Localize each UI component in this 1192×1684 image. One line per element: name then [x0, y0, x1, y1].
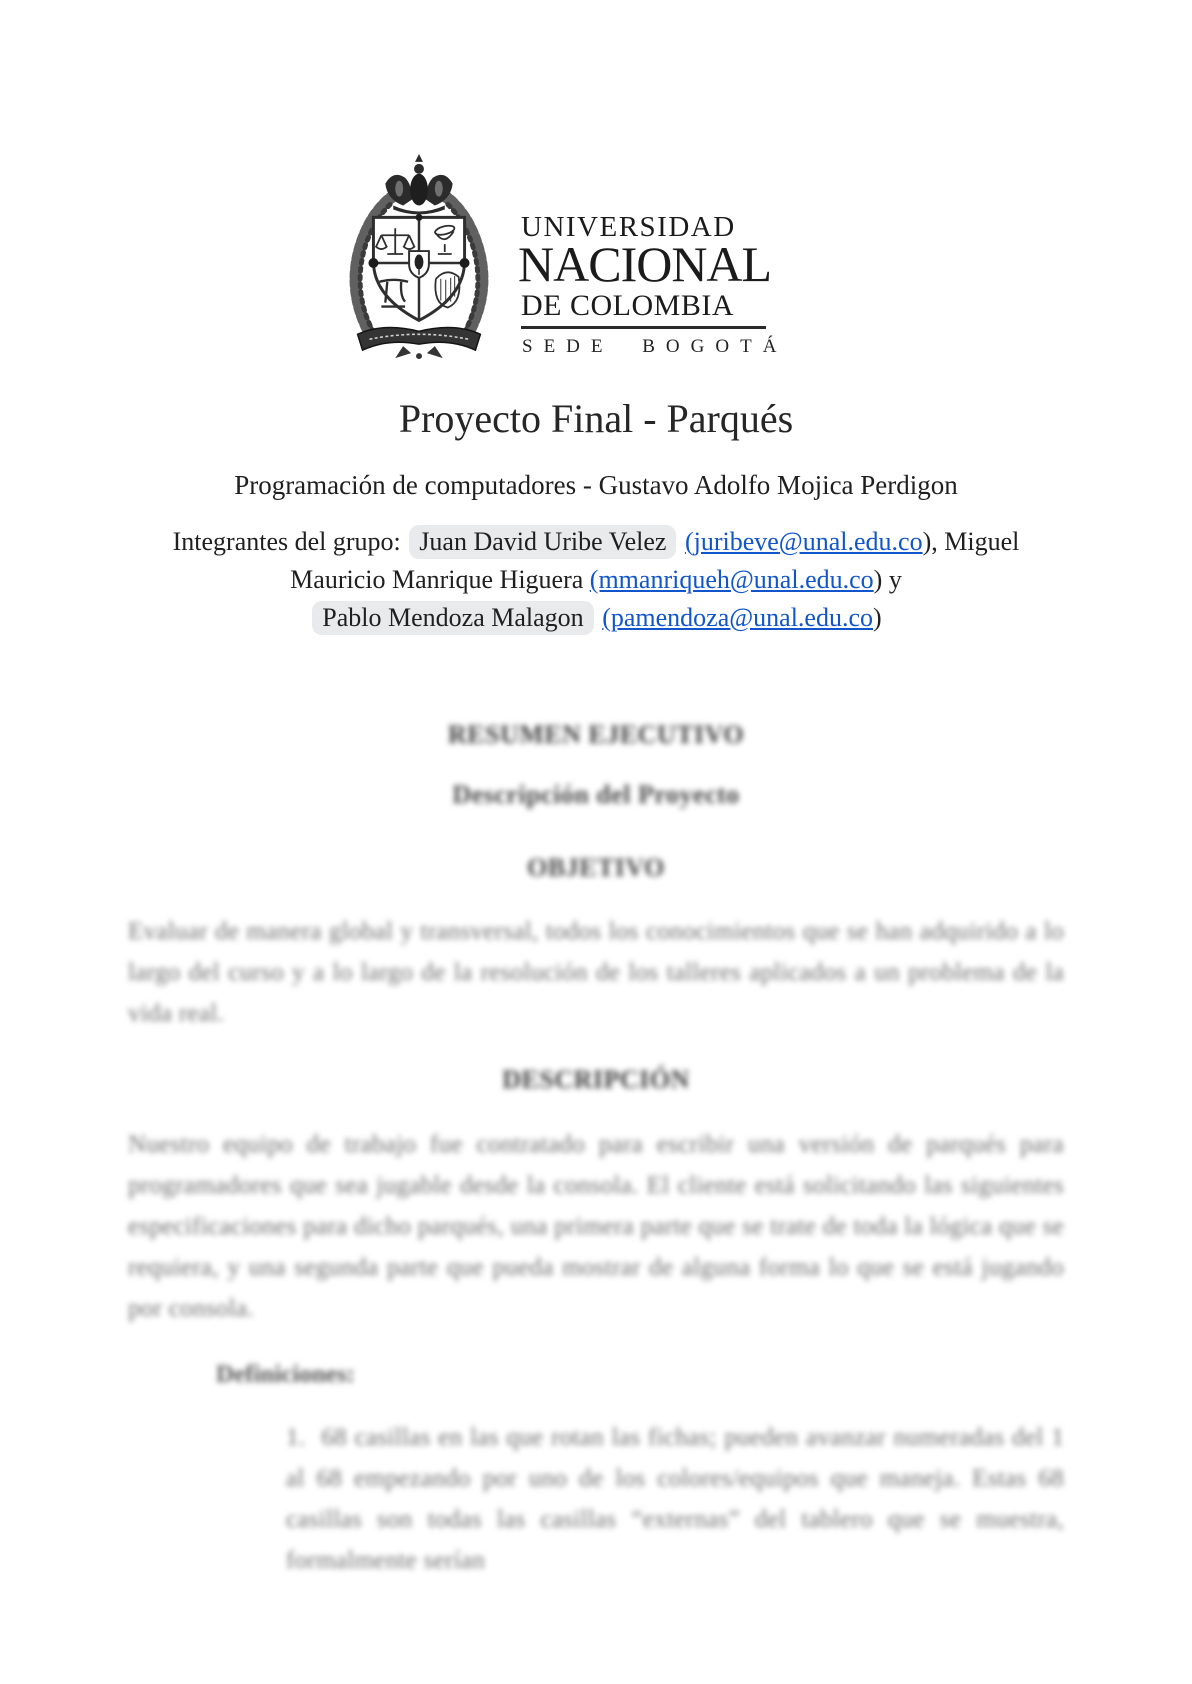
- center-crest: [409, 251, 429, 278]
- member-chip-3: Pablo Mendoza Malagon: [312, 601, 593, 635]
- heading-objetivo: OBJETIVO: [527, 853, 665, 882]
- page-title: Proyecto Final - Parqués: [398, 396, 794, 441]
- heading-descripcion: DESCRIPCIÓN: [502, 1065, 690, 1094]
- members-intro: Integrantes del grupo:: [172, 527, 401, 556]
- heading-resumen-ejecutivo: RESUMEN EJECUTIVO: [447, 720, 745, 749]
- wordmark-universidad: UNIVERSIDAD: [521, 211, 736, 243]
- member-chip-1: Juan David Uribe Velez: [409, 525, 676, 559]
- email-link-1[interactable]: (juribeve@unal.edu.co: [684, 527, 923, 556]
- members-sep-3: ): [873, 603, 882, 632]
- unal-emblem: [333, 152, 505, 365]
- members-sep-2: ) y: [873, 565, 902, 594]
- wordmark-de-colombia: DE COLOMBIA: [521, 289, 734, 322]
- description-paragraph: Nuestro equipo de trabajo fue contratado para escribir una versión de parqués para programadores que sea jugable desde la consola. El cliente está solicitando las siguientes especificaciones para dicho parqués, una primera parte que se trate de toda la lógica que se requiera, y una segunda parte que pueda mostrar de alguna forma lo que se está jugando por consola.: [128, 1131, 1064, 1322]
- page-subtitle: Programación de computadores - Gustavo Adolfo Mojica Perdigon: [234, 470, 958, 500]
- list-item-text: 68 casillas en las que rotan las fichas; pueden avanzar numeradas del 1 al 68 empezando por uno de los colores/equipos que maneja. Estas 68 casillas son todas las casillas “externas” del tablero que se muestra, formalmente serían: [286, 1424, 1064, 1574]
- condor-crest: [385, 154, 452, 214]
- members-sep-1: ), Miguel: [922, 527, 1020, 556]
- blurred-executive-summary: [0, 715, 1192, 1581]
- heading-descripcion-del-proyecto: Descripción del Proyecto: [452, 780, 740, 809]
- wordmark-divider: [521, 326, 766, 329]
- list-item-number: 1.: [286, 1424, 306, 1451]
- members-paragraph: [126, 523, 1066, 637]
- motto-ribbon: [358, 327, 481, 359]
- wordmark-sede-bogota: SEDE BOGOTÁ: [522, 336, 788, 357]
- definition-list-item-1: [128, 1417, 1064, 1581]
- email-link-3[interactable]: (pamendoza@unal.edu.co: [602, 603, 874, 632]
- objective-paragraph: Evaluar de manera global y transversal, todos los conocimientos que se han adquirido a lo largo del curso y a lo largo de la resolución de los talleres aplicados a un problema de la vida real.: [128, 918, 1064, 1027]
- member-name-2: Mauricio Manrique Higuera: [290, 565, 584, 594]
- email-link-2[interactable]: (mmanriqueh@unal.edu.co: [589, 565, 874, 594]
- wordmark-nacional: NACIONAL: [518, 236, 772, 292]
- definitions-label: Definiciones:: [216, 1361, 355, 1388]
